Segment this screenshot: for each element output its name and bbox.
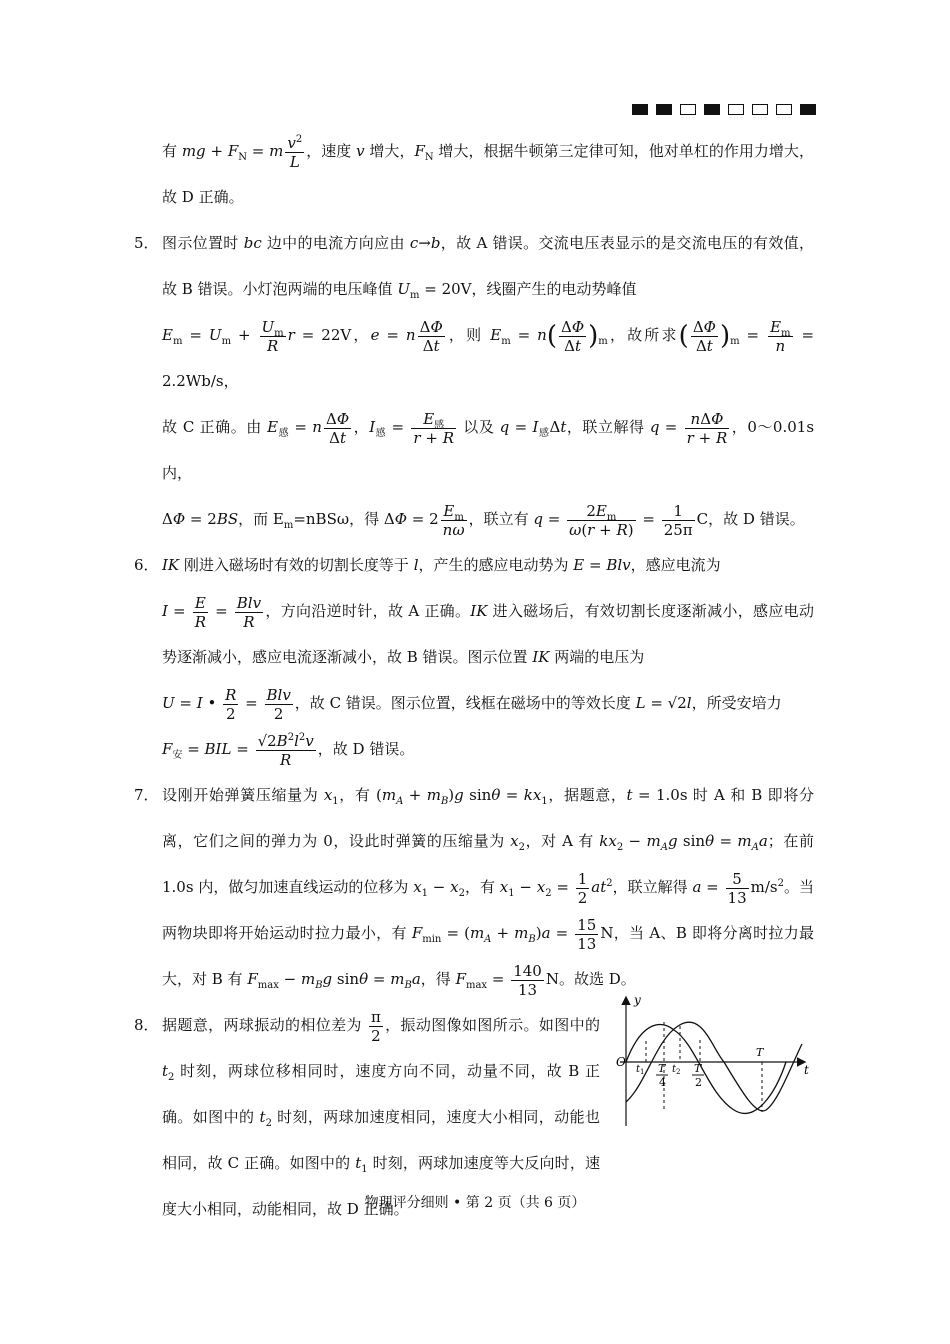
fraction: $\frac{v^2}{L}$	[287, 133, 303, 171]
half-2: 2	[695, 1076, 702, 1089]
answer-6: 6． IK 刚进入磁场时有效的切割长度等于 l，产生的感应电动势为 E = Blv，感应电流为 I = $\frac{E}{R}$ = Blv R ，方向沿逆时针，故 A 正确。IK 进入磁场后，有效切割长度逐渐减小，感应电动势逐渐减小，感应电流逐渐减小，故 B 错误。图示位置 IK 两端的电压为 U = I • $\frac{R}{2}$ = Blv 2 ，故 C 错误。图示位置，线框在磁场中的等效长度 L = √2l，所受安培力 $F_安$ = BIL = $\frac{√2B^2l^2v}{R}$ ，故 D 错误。	[162, 542, 814, 772]
half-T: T	[694, 1062, 702, 1075]
text: 有	[162, 142, 182, 160]
header-mark	[752, 104, 768, 115]
answer-7: 7． 设刚开始弹簧压缩量为 $x_1$，有 $(m_A + m_B)g$ $\sin\theta = kx_1$，据题意，t = 1.0s 时 A 和 B 即将分离，它们之间的弹力为 0，设此时弹簧的压缩量为 $x_2$，对 A 有 $kx_2 - m_Ag$ $\sin\theta = m_Aa$；在前 1.0s 内，做匀加速直线运动的位移为 $x_1 - x_2$，有 $x_1 - x_2$ = $\frac{1}{2}$ $at^2$，联立解得 a = $\frac{5}{13}$ $m/s^2$。当两物块即将开始运动时拉力最小，有 $F_{min} = (m_A + m_B)a$ = $\frac{15}{13}$ N，当 A、B 即将分离时拉力最大，对 B 有 $F_{max} - m_Bg$ $\sin\theta = m_Ba$，得 $F_{max}$ = $\frac{140}{13}$ N。故选 D。	[162, 772, 814, 1002]
t1-sub: 1	[640, 1068, 645, 1076]
header-mark	[632, 104, 648, 115]
header-mark	[776, 104, 792, 115]
quarter-4: 4	[659, 1076, 666, 1089]
t-label: t	[804, 1063, 809, 1077]
y-label: y	[634, 993, 641, 1007]
text: 增大，	[364, 142, 415, 160]
page-footer: 物理评分细则 • 第 2 页（共 6 页）	[364, 1195, 586, 1211]
item-number: 8．	[134, 1016, 159, 1034]
quarter-T: T	[658, 1062, 666, 1075]
origin-label: O	[616, 1055, 626, 1069]
header-mark	[656, 104, 672, 115]
vibration-graph	[616, 992, 816, 1130]
wave-curve-2	[626, 1022, 802, 1111]
header-marks	[632, 104, 816, 115]
intro-paragraph: 有 mg + $F_N = m$ $\frac{v^2}{L}$ ，速度 v 增大，$F_N$ 增大，根据牛顿第三定律可知，他对单杠的作用力增大，故 D 正确。	[162, 133, 814, 206]
t2-sub: 2	[676, 1068, 681, 1076]
header-mark	[728, 104, 744, 115]
answer-8: 8． 据题意，两球振动的相位差为 $\frac{\pi}{2}$ ，振动图像如图所示。如图中的 $t_2$ 时刻，两球位移相同时，速度方向不同，动量不同，故 B 正确。如图中的 $t_2$ 时刻，两球加速度相同，速度大小相同，动能也相同，故 C 正确。如图中的 $t_1$ 时刻，两球加速度等大反向时，速度大小相同，动能相同，故 D 正确。	[162, 1002, 600, 1232]
t2-label: t	[672, 1064, 677, 1075]
period-label: T	[756, 1046, 764, 1059]
item-number: 7．	[134, 786, 159, 804]
answer-5: 5． 图示位置时 bc 边中的电流方向应由 c→b，故 A 错误。交流电压表显示的是交流电压的有效值，故 B 错误。小灯泡两端的电压峰值 $U_m = 20V$，线圈产生的电动势峰值 $E_m = U_m$ + $\frac{U_m}{R}$ r = 22V，e = n $\frac{\Delta\Phi}{\Delta t}$ ，则 $E_m = n$( $\frac{\Delta\Phi}{\Delta t}$ )$_m$，故所求( $\frac{\Delta\Phi}{\Delta t}$ )$_m$ = $\frac{E_m}{n}$ = 2.2Wb/s， 故 C 正确。由 $E_感 = n$ $\frac{\Delta\Phi}{\Delta t}$ ，$I_感$ = $E_感$ r + R 以及 $q = I_感\Delta t$，联立解得 q = nΔΦ r + R ，0～0.01s 内， ΔΦ = 2BS，而 $E_m=nBS\omega$，得 ΔΦ = 2 $\frac{E_m}{n\omega}$ ，联立有 q = $\frac{2E_m}{\omega(r + R)}$ = $\frac{1}{25\pi}$ C，故 D 错误。	[162, 220, 814, 542]
item-number: 6．	[134, 556, 159, 574]
header-mark	[800, 104, 816, 115]
item-number: 5．	[134, 234, 159, 252]
t1-label: t	[636, 1064, 641, 1075]
text: ，速度	[306, 142, 357, 160]
header-mark	[704, 104, 720, 115]
header-mark	[680, 104, 696, 115]
text: 增大，根据牛顿第三定律可知，他对单杠的作用力增大，故 D 正确。	[162, 142, 814, 206]
